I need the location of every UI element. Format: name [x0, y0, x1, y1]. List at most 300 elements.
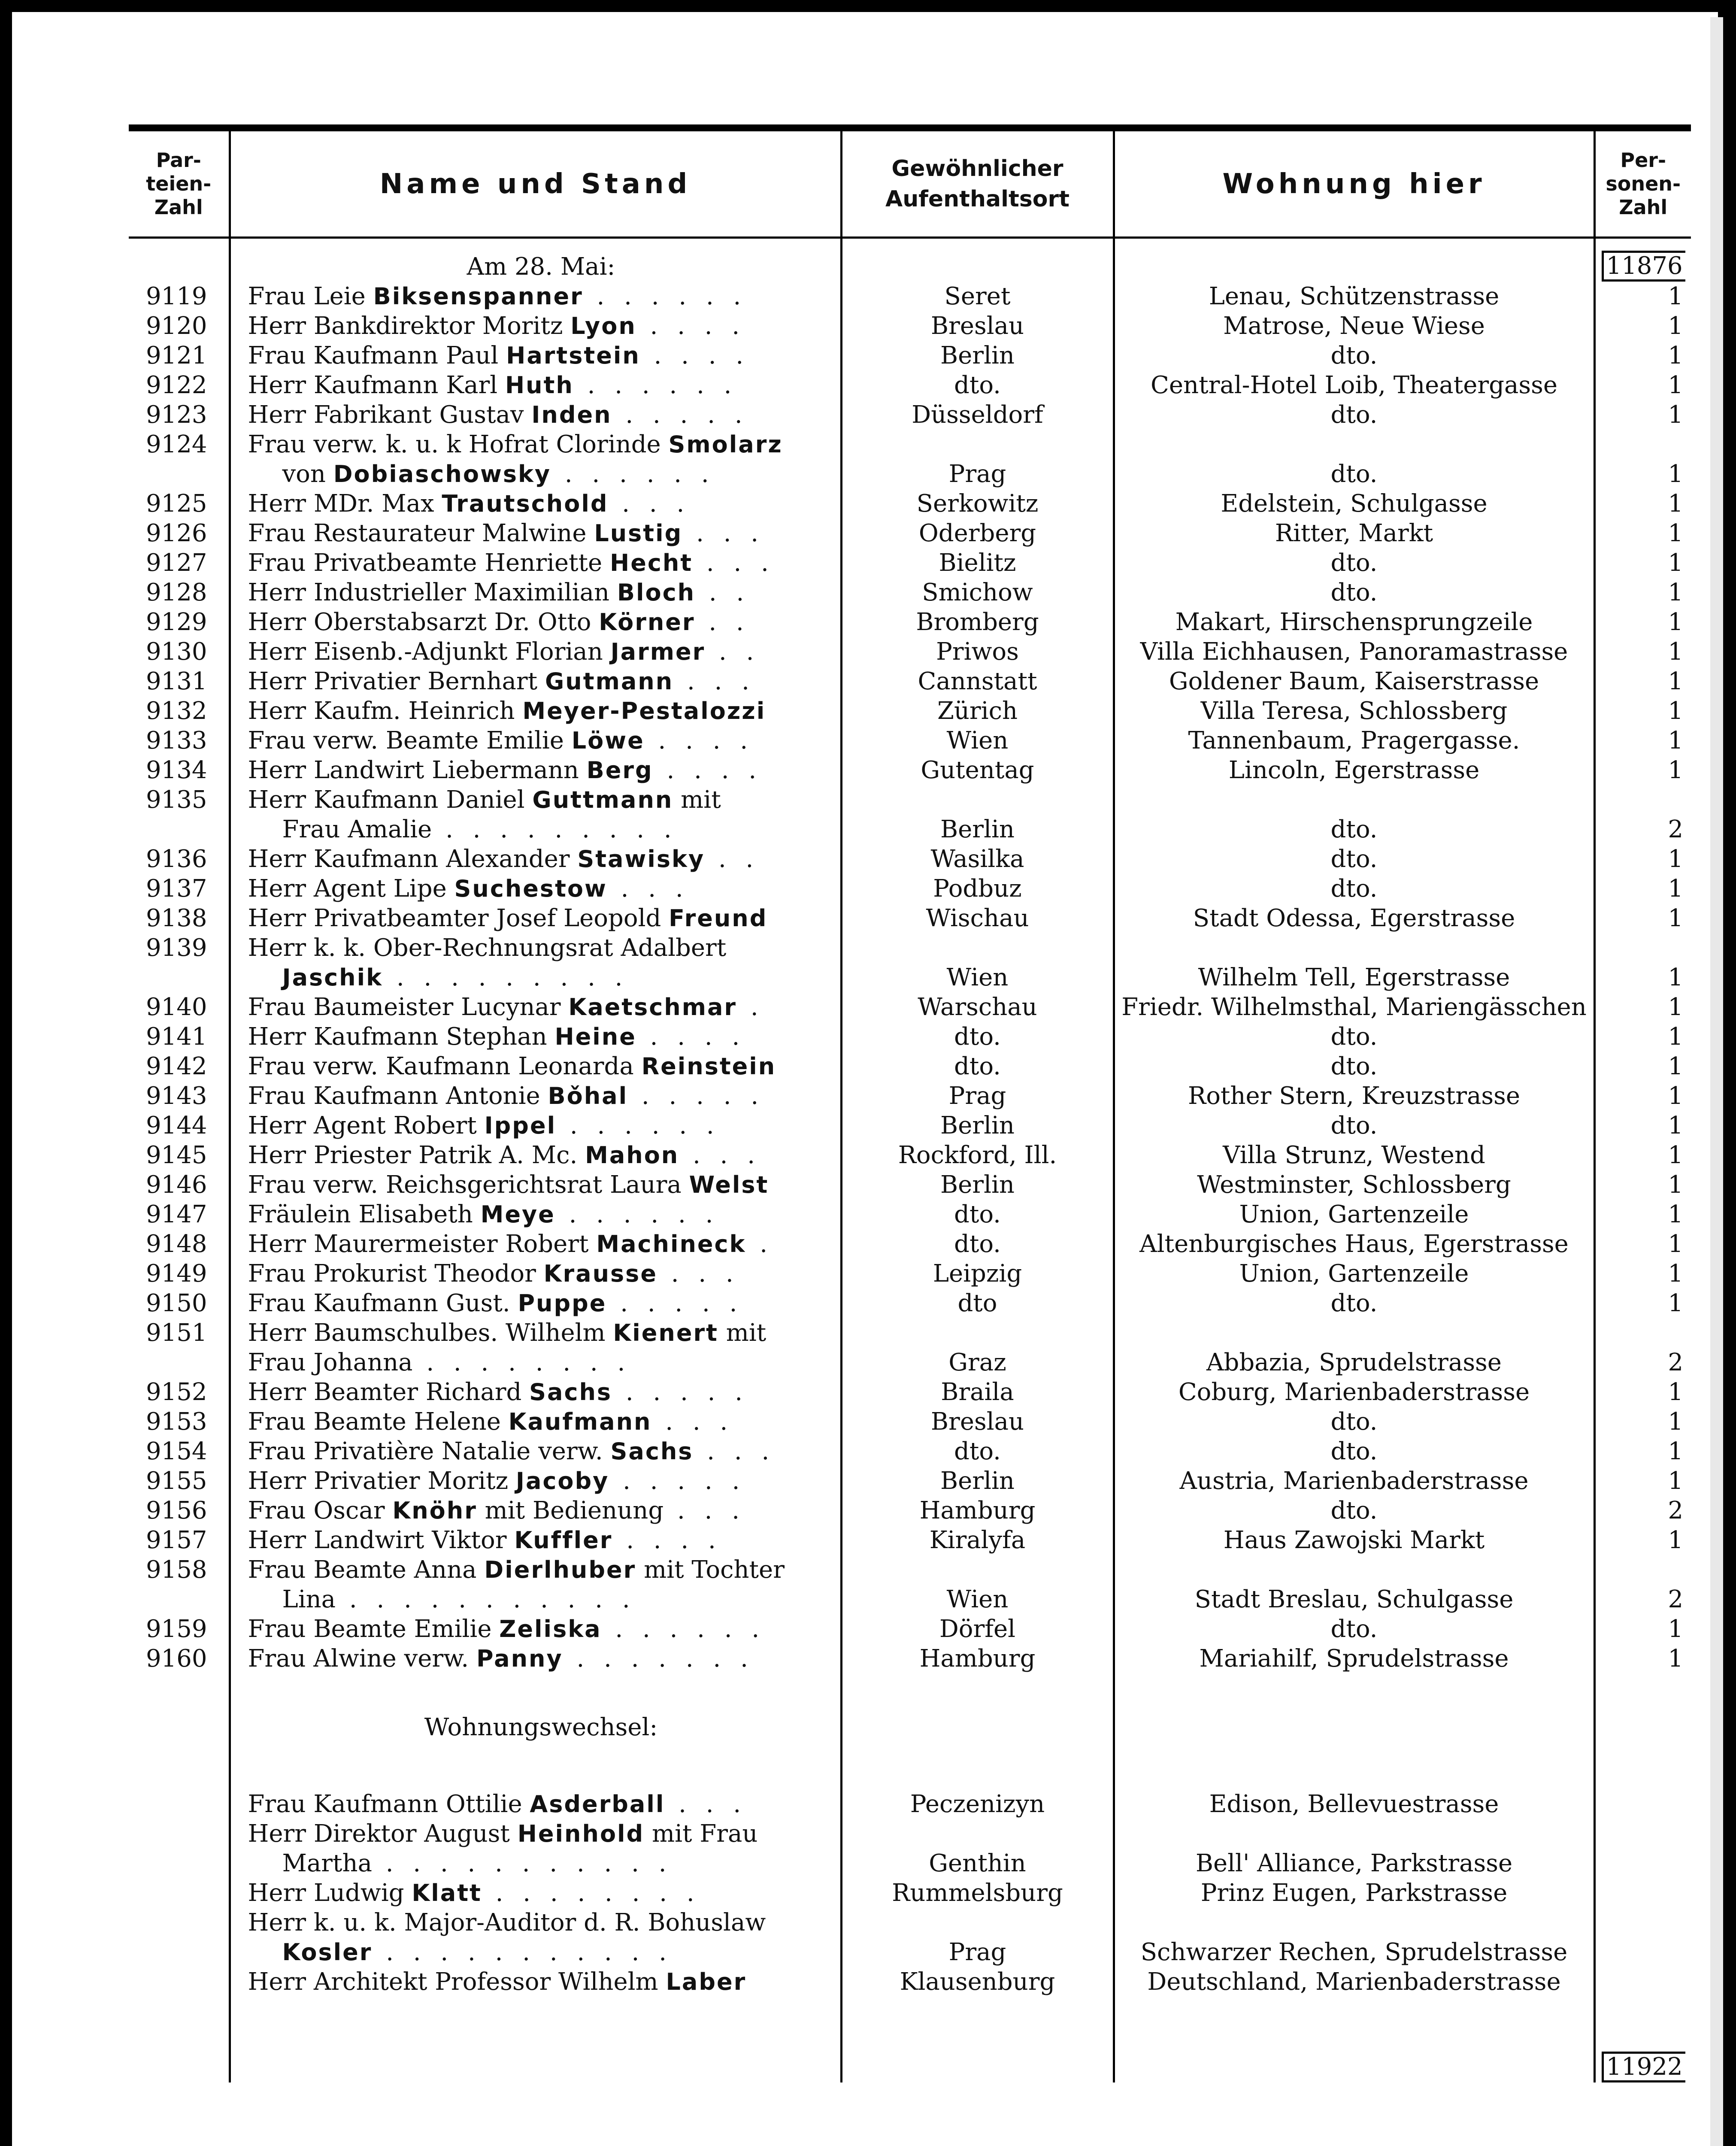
leader-dots: . . .: [607, 875, 689, 903]
move-row: [129, 1878, 1691, 1908]
entry-prefix: Frau Privatbeamte Henriette: [248, 549, 610, 577]
table-row: [129, 1111, 1691, 1140]
entry-number: 9146: [129, 1170, 230, 1200]
move-row: [129, 1967, 1691, 1997]
table-row: [129, 874, 1691, 903]
entry-person-count: 1: [1668, 579, 1683, 606]
entry-lodging: Rother Stern, Kreuzstrasse: [1114, 1081, 1594, 1111]
entry-residence: Priwos: [841, 637, 1114, 667]
entry-prefix: Frau Johanna: [248, 1349, 413, 1376]
entry-prefix: Herr Kaufmann Alexander: [248, 845, 578, 873]
entry-residence: Warschau: [841, 992, 1114, 1022]
table-row: [129, 1022, 1691, 1052]
entry-number: 9141: [129, 1022, 230, 1052]
entry-person-count: 1: [1668, 845, 1683, 873]
entry-surname: Kaetschmar: [568, 994, 737, 1021]
entry-number: 9126: [129, 518, 230, 548]
table-row: [129, 459, 1691, 489]
entry-name: [230, 607, 841, 637]
table-row: [129, 667, 1691, 696]
leader-dots: . . . .: [636, 1023, 746, 1051]
entry-person-count: 1: [1668, 401, 1683, 429]
entry-person-count: 1: [1668, 1526, 1683, 1554]
leader-dots: .: [737, 993, 764, 1021]
entry-name: [230, 459, 841, 489]
entry-name: [230, 1022, 841, 1052]
entry-prefix: Herr Kaufmann Karl: [248, 371, 505, 399]
entry-surname: Inden: [531, 401, 612, 428]
move-row: [129, 1789, 1691, 1819]
leader-dots: . . .: [693, 1437, 776, 1465]
entry-prefix: Frau Restaurateur Malwine: [248, 519, 594, 547]
entry-number: 9153: [129, 1407, 230, 1437]
entry-number: 9131: [129, 667, 230, 696]
entry-surname: Krausse: [543, 1260, 657, 1287]
table-row: [129, 1555, 1691, 1585]
leader-dots: . . . . . .: [583, 282, 747, 310]
entry-lodging: Villa Eichhausen, Panoramastrasse: [1114, 637, 1594, 667]
entry-surname: Welst: [689, 1171, 769, 1198]
entry-person-count: 1: [1668, 1200, 1683, 1228]
entry-residence: Serkowitz: [841, 489, 1114, 518]
entry-lodging: Stadt Breslau, Schulgasse: [1114, 1585, 1594, 1614]
entry-suffix: mit Frau: [644, 1820, 758, 1848]
entry-lodging: Edelstein, Schulgasse: [1114, 489, 1594, 518]
entry-number: 9138: [129, 903, 230, 933]
entry-name: [230, 1140, 841, 1170]
header-party-number: Par- teien- Zahl: [129, 128, 230, 238]
entry-number: [129, 459, 230, 489]
entry-person-count: 1: [1668, 1467, 1683, 1495]
entry-name: [230, 1849, 841, 1878]
entry-person-count: 1: [1668, 519, 1683, 547]
entry-prefix: Frau verw. k. u. k Hofrat Clorinde: [248, 430, 669, 458]
entry-name: [230, 1466, 841, 1496]
entry-residence: Bromberg: [841, 607, 1114, 637]
entry-surname: Hecht: [610, 549, 693, 576]
entry-residence: dto: [841, 1288, 1114, 1318]
entry-number: 9130: [129, 637, 230, 667]
entry-number: [129, 1348, 230, 1377]
entry-number: 9160: [129, 1644, 230, 1673]
table-row: [129, 282, 1691, 311]
entry-surname: Kosler: [282, 1939, 373, 1966]
entry-prefix: Frau Privatière Natalie verw.: [248, 1437, 611, 1465]
leader-dots: . . .: [693, 549, 775, 577]
entry-prefix: Herr Fabrikant Gustav: [248, 401, 532, 429]
leader-dots: . . . .: [612, 1526, 722, 1554]
entry-number: 9128: [129, 578, 230, 607]
date-row: [129, 238, 1691, 282]
entry-name: [230, 1908, 841, 1937]
move-lodging: [1114, 1908, 1594, 1937]
entry-lodging: [1114, 933, 1594, 963]
entry-prefix: Herr Priester Patrik A. Mc.: [248, 1141, 585, 1169]
entry-number: 9150: [129, 1288, 230, 1318]
entry-lodging: Mariahilf, Sprudelstrasse: [1114, 1644, 1594, 1673]
entry-residence: [841, 933, 1114, 963]
entry-prefix: Herr Eisenb.-Adjunkt Florian: [248, 638, 611, 666]
entry-surname: Freund: [669, 905, 768, 932]
entry-prefix: Herr Agent Robert: [248, 1112, 485, 1140]
running-total-start: 11876: [1602, 251, 1685, 282]
entry-surname: Bloch: [617, 579, 696, 606]
table-row: [129, 518, 1691, 548]
entry-person-count: 2: [1668, 1497, 1683, 1525]
entry-number: 9159: [129, 1614, 230, 1644]
move-row: [129, 1937, 1691, 1967]
entry-lodging: Villa Strunz, Westend: [1114, 1140, 1594, 1170]
entry-surname: Suchestow: [454, 875, 607, 902]
leader-dots: . . . . . . . .: [482, 1879, 700, 1907]
entry-surname: Klatt: [412, 1879, 482, 1907]
entry-residence: Braila: [841, 1377, 1114, 1407]
entry-surname: Dierlhuber: [484, 1556, 636, 1583]
entry-residence: Wasilka: [841, 844, 1114, 874]
leader-dots: . . . . . . . . .: [383, 964, 629, 991]
table-row: [129, 1229, 1691, 1259]
entry-name: [230, 1819, 841, 1849]
entry-person-count: 1: [1668, 1141, 1683, 1169]
entry-surname: Guttmann: [532, 786, 673, 813]
entry-residence: dto.: [841, 1229, 1114, 1259]
entry-residence: Wien: [841, 1585, 1114, 1614]
entry-residence: [841, 1318, 1114, 1348]
entry-lodging: Union, Gartenzeile: [1114, 1200, 1594, 1229]
entry-lodging: dto.: [1114, 1022, 1594, 1052]
entry-prefix: Frau Baumeister Lucynar: [248, 993, 569, 1021]
entry-person-count: 1: [1668, 1378, 1683, 1406]
entry-suffix: mit Bedienung: [477, 1497, 664, 1525]
move-lodging: Deutschland, Marienbaderstrasse: [1114, 1967, 1594, 1997]
entry-person-count: 1: [1668, 371, 1683, 399]
entry-person-count: 1: [1668, 1437, 1683, 1465]
entry-lodging: Villa Teresa, Schlossberg: [1114, 696, 1594, 726]
entry-lodging: dto.: [1114, 1614, 1594, 1644]
entry-name: [230, 815, 841, 844]
entry-residence: Berlin: [841, 815, 1114, 844]
entry-name: [230, 726, 841, 755]
leader-dots: . . . . . .: [551, 460, 715, 488]
entry-prefix: Herr Maurermeister Robert: [248, 1230, 597, 1258]
table-row: [129, 844, 1691, 874]
table-row: [129, 785, 1691, 815]
leader-dots: . . . . .: [609, 1467, 746, 1495]
leader-dots: . . . . .: [628, 1082, 765, 1110]
move-residence: Prag: [841, 1937, 1114, 1967]
entry-surname: Jacoby: [515, 1467, 609, 1494]
entry-prefix: Frau Kaufmann Gust.: [248, 1289, 518, 1317]
leader-dots: . . . . . .: [555, 1200, 719, 1228]
entry-lodging: dto.: [1114, 1437, 1594, 1466]
entry-prefix: Herr Direktor August: [248, 1820, 518, 1848]
entry-residence: Dörfel: [841, 1614, 1114, 1644]
table-row: [129, 1140, 1691, 1170]
entry-lodging: dto.: [1114, 548, 1594, 578]
entry-residence: Podbuz: [841, 874, 1114, 903]
entry-number: 9125: [129, 489, 230, 518]
move-lodging: Prinz Eugen, Parkstrasse: [1114, 1878, 1594, 1908]
entry-residence: Cannstatt: [841, 667, 1114, 696]
header-lodging: Wohnung hier: [1114, 128, 1594, 238]
entry-residence: Hamburg: [841, 1644, 1114, 1673]
total-row: [129, 1997, 1691, 2082]
leader-dots: . .: [705, 845, 760, 873]
entry-prefix: Frau Amalie: [282, 815, 432, 843]
table-row: [129, 755, 1691, 785]
entry-name: [230, 1437, 841, 1466]
entry-number: 9134: [129, 755, 230, 785]
entry-prefix: Frau Beamte Emilie: [248, 1615, 500, 1643]
move-lodging: Schwarzer Rechen, Sprudelstrasse: [1114, 1937, 1594, 1967]
entry-prefix: Herr Baumschulbes. Wilhelm: [248, 1319, 613, 1347]
table-row: [129, 1200, 1691, 1229]
moves-heading: Wohnungswechsel:: [424, 1713, 658, 1741]
entry-person-count: 1: [1668, 1260, 1683, 1288]
entry-lodging: dto.: [1114, 1407, 1594, 1437]
entry-lodging: Central-Hotel Loib, Theatergasse: [1114, 370, 1594, 400]
entry-surname: Dobiaschowsky: [333, 461, 551, 488]
leader-dots: . . .: [608, 490, 691, 518]
entry-surname: Gutmann: [545, 668, 674, 695]
entry-lodging: dto.: [1114, 459, 1594, 489]
table-row: [129, 607, 1691, 637]
entry-person-count: 1: [1668, 1645, 1683, 1673]
entry-number: 9127: [129, 548, 230, 578]
entry-lodging: Friedr. Wilhelmsthal, Mariengässchen: [1114, 992, 1594, 1022]
entry-residence: Berlin: [841, 341, 1114, 370]
entry-lodging: dto.: [1114, 1496, 1594, 1525]
table-row: [129, 1644, 1691, 1673]
entry-prefix: Lina: [282, 1585, 336, 1613]
move-residence: [841, 1819, 1114, 1849]
entry-suffix: mit: [673, 786, 721, 814]
entry-person-count: 1: [1668, 993, 1683, 1021]
entry-name: [230, 1288, 841, 1318]
entry-number: 9123: [129, 400, 230, 430]
entry-residence: dto.: [841, 1200, 1114, 1229]
move-lodging: Edison, Bellevuestrasse: [1114, 1789, 1594, 1819]
entry-surname: Sachs: [610, 1438, 694, 1465]
entry-prefix: Herr Beamter Richard: [248, 1378, 530, 1406]
entry-name: [230, 1555, 841, 1585]
entry-name: [230, 1937, 841, 1967]
entry-surname: Reinstein: [641, 1053, 776, 1080]
entry-lodging: [1114, 785, 1594, 815]
entry-lodging: dto.: [1114, 1052, 1594, 1081]
entry-residence: Gutentag: [841, 755, 1114, 785]
header-name: Name und Stand: [230, 128, 841, 238]
table-row: [129, 963, 1691, 992]
table-row: [129, 933, 1691, 963]
leader-dots: . . . . . . . . . . .: [336, 1585, 636, 1613]
entry-prefix: Herr Landwirt Liebermann: [248, 756, 587, 784]
entry-person-count: 1: [1668, 1023, 1683, 1051]
entry-prefix: Frau verw. Beamte Emilie: [248, 727, 572, 755]
entry-lodging: Tannenbaum, Pragergasse.: [1114, 726, 1594, 755]
table-row: [129, 1318, 1691, 1348]
leader-dots: . .: [705, 638, 760, 666]
entry-residence: [841, 430, 1114, 459]
entry-surname: Sachs: [529, 1379, 612, 1406]
leader-dots: . . . . . .: [556, 1112, 720, 1140]
entry-number: 9152: [129, 1377, 230, 1407]
entry-prefix: Frau Beamte Helene: [248, 1408, 509, 1436]
entry-surname: Hartstein: [506, 342, 640, 369]
table-row: [129, 430, 1691, 459]
entry-surname: Heine: [554, 1023, 636, 1050]
table-row: [129, 1437, 1691, 1466]
entry-number: [129, 815, 230, 844]
entry-name: [230, 1496, 841, 1525]
move-residence: [841, 1908, 1114, 1937]
entry-number: 9151: [129, 1318, 230, 1348]
entry-number: 9139: [129, 933, 230, 963]
entry-surname: Knöhr: [392, 1497, 477, 1524]
entry-residence: Breslau: [841, 1407, 1114, 1437]
entry-person-count: 1: [1668, 490, 1683, 518]
entry-name: [230, 874, 841, 903]
entry-number: 9129: [129, 607, 230, 637]
table-row: [129, 1614, 1691, 1644]
entry-suffix: mit: [718, 1319, 767, 1347]
moves-heading-row: [129, 1699, 1691, 1742]
entry-person-count: [1594, 430, 1691, 459]
entry-name: [230, 933, 841, 963]
table-row: [129, 1052, 1691, 1081]
entry-name: [230, 341, 841, 370]
entry-residence: [841, 785, 1114, 815]
entry-number: 9157: [129, 1525, 230, 1555]
leader-dots: .: [746, 1230, 774, 1258]
entry-number: 9137: [129, 874, 230, 903]
entry-name: [230, 1377, 841, 1407]
entry-residence: Berlin: [841, 1170, 1114, 1200]
table-row: [129, 1466, 1691, 1496]
entry-surname: Trautschold: [442, 490, 609, 517]
entry-residence: Wien: [841, 963, 1114, 992]
entry-prefix: Herr Bankdirektor Moritz: [248, 312, 571, 340]
entry-lodging: Haus Zawojski Markt: [1114, 1525, 1594, 1555]
entry-surname: Meye: [480, 1201, 555, 1228]
entry-name: [230, 844, 841, 874]
entry-prefix: Frau Oscar: [248, 1497, 393, 1525]
header-person-count: Per- sonen- Zahl: [1594, 128, 1691, 238]
leader-dots: . . . . . . .: [563, 1645, 754, 1673]
header-row: [129, 128, 1691, 238]
entry-person-count: 1: [1668, 1082, 1683, 1110]
entry-lodging: dto.: [1114, 400, 1594, 430]
date-heading: Am 28. Mai:: [467, 253, 615, 281]
table-row: [129, 1377, 1691, 1407]
leader-dots: . . . . .: [612, 401, 748, 429]
entry-lodging: Lincoln, Egerstrasse: [1114, 755, 1594, 785]
entry-person-count: 1: [1668, 667, 1683, 695]
entry-number: 9156: [129, 1496, 230, 1525]
move-row: [129, 1908, 1691, 1937]
entry-person-count: 1: [1668, 1112, 1683, 1140]
leader-dots: . . . . . . . .: [412, 1349, 631, 1376]
leader-dots: . . . . . .: [573, 371, 738, 399]
guest-list-table: [129, 124, 1691, 2082]
entry-residence: Smichow: [841, 578, 1114, 607]
entry-name: [230, 1170, 841, 1200]
entry-lodging: Union, Gartenzeile: [1114, 1259, 1594, 1288]
entry-name: [230, 430, 841, 459]
entry-name: [230, 400, 841, 430]
entry-residence: Leipzig: [841, 1259, 1114, 1288]
entry-prefix: Frau verw. Reichsgerichtsrat Laura: [248, 1171, 689, 1199]
entry-prefix: Frau Kaufmann Antonie: [248, 1082, 548, 1110]
entry-number: 9135: [129, 785, 230, 815]
entry-residence: Berlin: [841, 1111, 1114, 1140]
entry-prefix: Herr Privatier Bernhart: [248, 667, 545, 695]
entry-lodging: Austria, Marienbaderstrasse: [1114, 1466, 1594, 1496]
entry-surname: Huth: [505, 372, 574, 399]
entry-prefix: von: [282, 460, 333, 488]
entry-name: [230, 1585, 841, 1614]
entry-number: 9149: [129, 1259, 230, 1288]
leader-dots: . . . .: [653, 756, 763, 784]
entry-prefix: Herr Agent Lipe: [248, 875, 454, 903]
entry-lodging: dto.: [1114, 1111, 1594, 1140]
entry-surname: Stawisky: [577, 846, 705, 873]
entry-person-count: 1: [1668, 964, 1683, 991]
entry-surname: Mahon: [585, 1142, 679, 1169]
move-residence: Klausenburg: [841, 1967, 1114, 1997]
entry-surname: Zeliska: [499, 1616, 602, 1643]
leader-dots: . . . .: [640, 342, 750, 370]
spacer-row: [129, 1673, 1691, 1699]
entry-person-count: 1: [1668, 904, 1683, 932]
entry-person-count: 1: [1668, 608, 1683, 636]
entry-number: 9155: [129, 1466, 230, 1496]
entry-residence: Prag: [841, 1081, 1114, 1111]
entry-name: [230, 903, 841, 933]
table-row: [129, 341, 1691, 370]
table-body: [129, 238, 1691, 2083]
entry-surname: Machineck: [596, 1231, 746, 1258]
entry-lodging: dto.: [1114, 844, 1594, 874]
entry-lodging: dto.: [1114, 341, 1594, 370]
entry-person-count: [1594, 1318, 1691, 1348]
move-residence: Peczenizyn: [841, 1789, 1114, 1819]
entry-lodging: Lenau, Schützenstrasse: [1114, 282, 1594, 311]
leader-dots: . . . . . .: [601, 1615, 766, 1643]
page-edge: [1710, 17, 1723, 2146]
entry-number: 9147: [129, 1200, 230, 1229]
entry-surname: Kaufmann: [508, 1408, 652, 1435]
header-residence: Gewöhnlicher Aufenthaltsort: [841, 128, 1114, 238]
entry-name: [230, 1407, 841, 1437]
entry-person-count: 1: [1668, 875, 1683, 903]
entry-surname: Jaschik: [282, 964, 383, 991]
table-row: [129, 726, 1691, 755]
entry-residence: Hamburg: [841, 1496, 1114, 1525]
leader-dots: . .: [695, 579, 750, 606]
entry-number: 9122: [129, 370, 230, 400]
entry-prefix: Frau Beamte Anna: [248, 1556, 485, 1584]
entry-surname: Meyer-Pestalozzi: [522, 697, 766, 724]
leader-dots: . . . . . . . . . . .: [372, 1938, 673, 1966]
entry-number: [129, 963, 230, 992]
table-row: [129, 696, 1691, 726]
move-row: [129, 1849, 1691, 1878]
entry-prefix: Herr k. k. Ober-Rechnungsrat Adalbert: [248, 934, 727, 962]
entry-surname: Ippel: [484, 1112, 557, 1139]
entry-lodging: [1114, 1555, 1594, 1585]
entry-surname: Laber: [666, 1968, 747, 1995]
